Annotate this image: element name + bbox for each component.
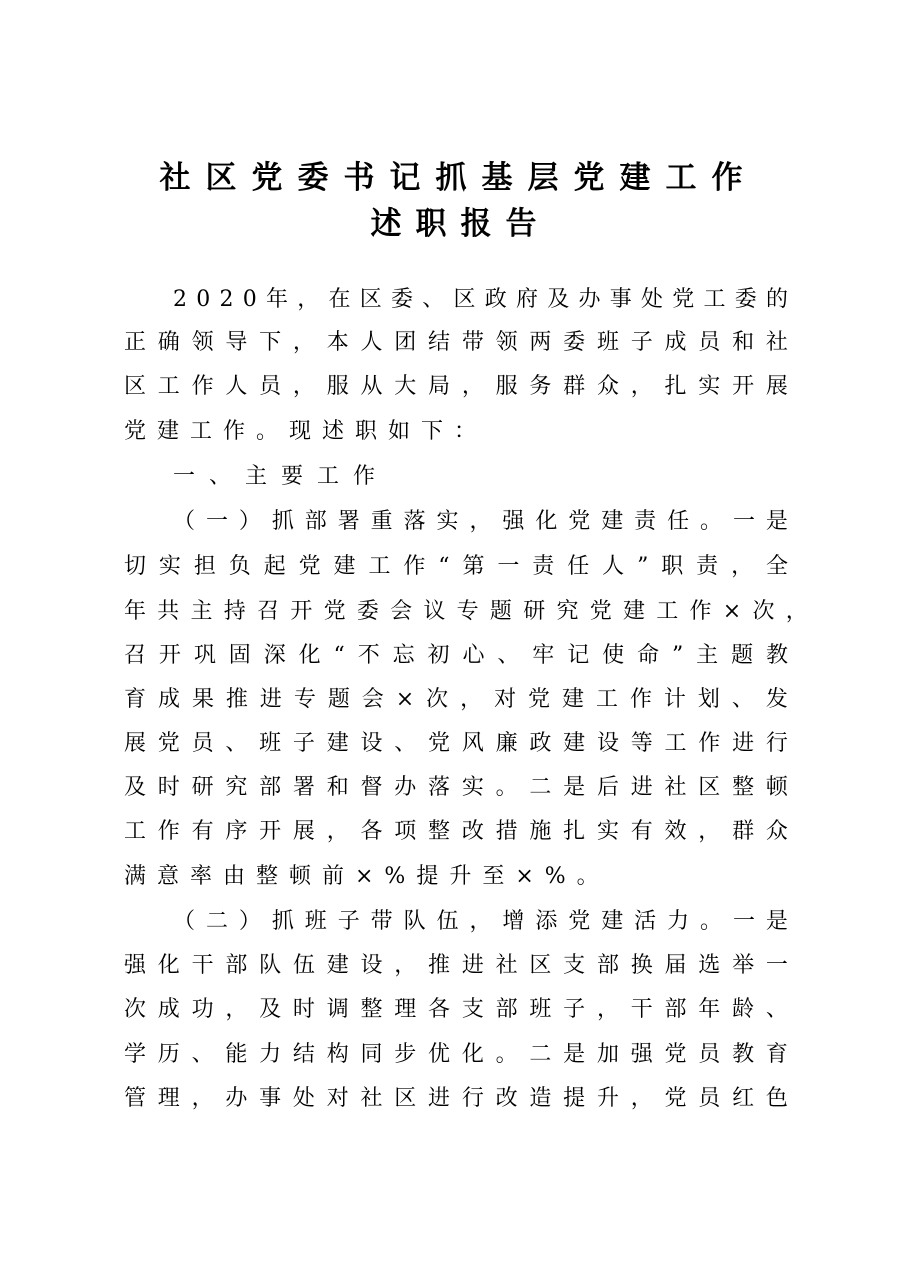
paragraph-line: 召 开 巩 固 深 化 “ 不 忘 初 心 、 牢 记 使 命 ” 主 题 教 (124, 643, 788, 668)
paragraph-line: 正 确 领 导 下 ， 本 人 团 结 带 领 两 委 班 子 成 员 和 社 (124, 330, 788, 355)
paragraph-line: 2 0 2 0 年 ， 在 区 委 、 区 政 府 及 办 事 处 党 工 委 的 (173, 287, 788, 312)
paragraph-line: 强 化 干 部 队 伍 建 设 ， 推 进 社 区 支 部 换 届 选 举 一 (124, 953, 788, 978)
paragraph-line: 育 成 果 推 进 专 题 会 × 次 ， 对 党 建 工 作 计 划 、 发 (124, 687, 788, 712)
paragraph-line: （ 二 ） 抓 班 子 带 队 伍 ， 增 添 党 建 活 力 。 一 是 (173, 909, 788, 934)
paragraph-line: 党建工作。现述职如下： (124, 419, 488, 444)
paragraph-line: 切 实 担 负 起 党 建 工 作 “ 第 一 责 任 人 ” 职 责 ， 全 (124, 554, 788, 579)
document-title-line-1: 社区党委书记抓基层党建工作 (159, 160, 758, 196)
paragraph-line: 展 党 员 、 班 子 建 设 、 党 风 廉 政 建 设 等 工 作 进 行 (124, 731, 788, 756)
paragraph-line: 区 工 作 人 员 ， 服 从 大 局 ， 服 务 群 众 ， 扎 实 开 展 (124, 374, 788, 399)
paragraph-line: 次 成 功 ， 及 时 调 整 理 各 支 部 班 子 ， 干 部 年 龄 、 (124, 997, 788, 1022)
section-heading: 一、主要工作 (173, 464, 390, 489)
paragraph-line: 满意率由整顿前×%提升至×%。 (124, 864, 610, 889)
paragraph-line: （ 一 ） 抓 部 署 重 落 实 ， 强 化 党 建 责 任 。 一 是 (173, 509, 788, 534)
document-title-line-2: 述职报告 (370, 206, 551, 242)
paragraph-line: 管 理 ， 办 事 处 对 社 区 进 行 改 造 提 升 ， 党 员 红 色 (124, 1086, 788, 1111)
paragraph-line: 及 时 研 究 部 署 和 督 办 落 实 。 二 是 后 进 社 区 整 顿 (124, 775, 788, 800)
paragraph-line: 工 作 有 序 开 展 ， 各 项 整 改 措 施 扎 实 有 效 ， 群 众 (124, 819, 788, 844)
paragraph-line: 学 历 、 能 力 结 构 同 步 优 化 。 二 是 加 强 党 员 教 育 (124, 1042, 788, 1067)
paragraph-line: 年 共 主 持 召 开 党 委 会 议 专 题 研 究 党 建 工 作 × 次 ， (124, 599, 808, 624)
